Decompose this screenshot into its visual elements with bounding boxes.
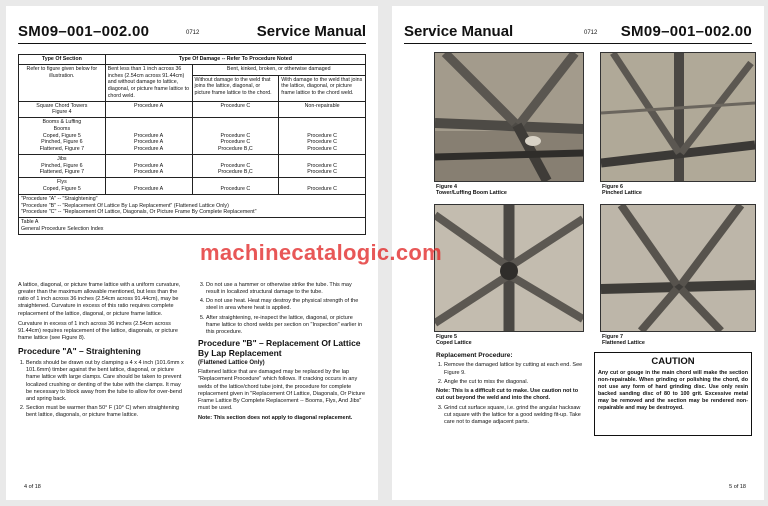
table-cell: Procedure C xyxy=(192,101,279,118)
table-row xyxy=(19,101,366,118)
lattice-photo-icon xyxy=(435,53,583,181)
figure-4-photo xyxy=(434,52,584,182)
table-cell: Procedure A xyxy=(105,101,192,118)
table-cell: Procedure A Procedure A xyxy=(105,154,192,177)
list-item: 1. Remove the damaged lattice by cutting at each end. See Figure 9. xyxy=(444,362,586,376)
table-cell: Procedure C xyxy=(279,178,366,195)
table-cell: Procedure C Procedure C Procedure C xyxy=(279,118,366,155)
procedure-b-heading: Procedure "B" – Replacement Of Lattice By Lap Replacement xyxy=(198,337,361,358)
table-cell: Procedure C Procedure C xyxy=(279,154,366,177)
doc-number: SM09–001–002.00 xyxy=(18,23,150,40)
table-cell: Procedure C Procedure B,C xyxy=(192,154,279,177)
table-cell: Procedure C xyxy=(192,178,279,195)
figure-6-photo xyxy=(600,52,756,182)
table-cell: Jibs Pinched, Figure 6 Flattened, Figure 7 xyxy=(19,154,106,177)
lattice-photo-icon xyxy=(601,53,755,181)
table-cell: Procedure A Procedure A Procedure A xyxy=(105,118,192,155)
list-item: 3. Do not use a hammer or otherwise strike the tube. This may result in localized structural damage to the tube. xyxy=(206,282,366,296)
figure-5-caption xyxy=(436,334,472,347)
figure-5-title: Coped Lattice xyxy=(436,340,472,347)
intro-label: Refer to figure given below for illustration. xyxy=(19,64,106,101)
list-item: 1. Bends should be drawn out by clamping a 4 x 4 inch (101.6mm x 101.6mm) timber against the bent lattice, diagonal, or picture frame lattice with large clamps. Care should be taken to prevent localized crushing or denting of the tube with the clamps. It may be necessary to block away from the tube to allow for over-bend and spring back. xyxy=(26,360,186,403)
diagonal-note: Note: This section does not apply to diagonal replacement. xyxy=(198,415,353,422)
lattice-photo-icon xyxy=(601,205,755,331)
figure-7-photo xyxy=(600,204,756,332)
procedure-b-subheading: (Flattened Lattice Only) xyxy=(198,359,265,366)
revision-code: 0712 xyxy=(584,30,598,36)
list-item: 4. Do not use heat. Heat may destroy the physical strength of the steel in area where heat is applied. xyxy=(206,298,366,312)
page-header xyxy=(18,20,366,44)
col-header-damage: Type Of Damage -- Refer To Procedure Noted xyxy=(105,55,365,65)
list-item: 3. Grind cut surface square, i.e. grind the angular hacksaw cut square with the lattice for a good welding fit-up. Take care not to damage adjacent parts. xyxy=(444,405,586,426)
figure-7-title: Flattened Lattice xyxy=(602,340,645,347)
caution-box xyxy=(594,352,752,436)
procedure-legend: "Procedure "A" -- "Straightening" "Procedure "B" -- "Replacement Of Lattice By Lap Replacement" (Flattened Lattice Only) "Procedure "C" -- "Replacement Of Lattice, Diagonals, Or Picture Frame By Complete Replacement" xyxy=(19,194,366,217)
table-caption xyxy=(19,218,366,235)
figure-7-caption xyxy=(602,334,645,347)
replacement-note: Note: This is a difficult cut to make. Use caution not to cut out beyond the weld and into the chord. xyxy=(436,387,579,401)
caution-title: CAUTION xyxy=(651,356,695,367)
replacement-heading: Replacement Procedure: xyxy=(436,352,513,359)
table-cell: Non-repairable xyxy=(279,101,366,118)
damage-a-header: Bent less than 1 inch across 36 inches (2.54cm across 91.44cm) and without damage to lattice, diagonal, or picture frame lattice to chord weld. xyxy=(105,64,192,101)
page-number: 4 of 18 xyxy=(24,484,41,490)
figure-6-title: Pinched Lattice xyxy=(602,190,642,197)
table-cell: Booms & Luffing Booms Coped, Figure 5 Pinched, Figure 6 Flattened, Figure 7 xyxy=(19,118,106,155)
damage-b-header: Bent, kinked, broken, or otherwise damaged xyxy=(192,64,366,75)
figure-5-id: Figure 5 xyxy=(436,334,457,340)
lattice-photo-icon xyxy=(435,205,583,331)
table-row xyxy=(19,154,366,177)
table-caption-title: General Procedure Selection Index xyxy=(21,225,104,232)
col-header-section: Type Of Section xyxy=(19,55,106,65)
watermark: machinecatalogic.com xyxy=(200,240,442,265)
excess-curvature-paragraph: Curvature in excess of 1 inch across 36 inches (2.54cm across 91.44cm) requires replacement of the lattice, diagonals, or picture frame lattice (see Figure 8). xyxy=(18,320,178,341)
figure-7-id: Figure 7 xyxy=(602,334,623,340)
figure-4-title: Tower/Luffing Boom Lattice xyxy=(436,190,507,197)
list-item: 2. Section must be warmer than 50° F (10° C) when straightening bent lattice, diagonals, or picture frame lattice. xyxy=(26,405,186,419)
replacement-procedure xyxy=(436,352,586,429)
figure-4-caption xyxy=(436,184,507,197)
list-item: 5. After straightening, re-inspect the lattice, diagonal, or picture frame lattice to chord welds per section on "Inspection" earlier in this procedure. xyxy=(206,315,366,336)
table-cell: Flys Coped, Figure 5 xyxy=(19,178,106,195)
figure-4-id: Figure 4 xyxy=(436,184,457,190)
page-header xyxy=(404,20,752,44)
doc-number: SM09–001–002.00 xyxy=(620,23,752,40)
right-column xyxy=(198,282,366,425)
table-cell: Procedure C Procedure C Procedure B,C xyxy=(192,118,279,155)
left-column xyxy=(18,282,186,421)
lap-replacement-paragraph: Flattened lattice that are damaged may be replaced by the lap "Replacement Procedure" which follows. If cracking occurs in any welds of the lattice/chord tube joint, the procedure for complete replacement given in "Replacement Of Lattice, Diagonals, Or Picture Frame Lattice By Complete Replacement -- Booms, Flys, And Jibs" must be used. xyxy=(198,369,366,412)
caution-body: Any cut or gouge in the main chord will make the section non-repairable. When grinding or polishing the chord, do not use any form of hard grinding disc. Use only resin backed sanding disc of 80 to 100 grit. Excessive metal may be removed and the section may be rendered non-repairable and may be destroyed. xyxy=(598,370,748,412)
figure-6-caption xyxy=(602,184,642,197)
table-row xyxy=(19,178,366,195)
page-title: Service Manual xyxy=(404,23,514,40)
table-cell: Square Chord Towers Figure 4 xyxy=(19,101,106,118)
damage-b2-header: With damage to the weld that joins the lattice, diagonal, or picture frame lattice to the chord weld. xyxy=(279,75,366,101)
table-caption-id: Table A xyxy=(21,219,39,226)
damage-b1-header: Without damage to the weld that joins the lattice, diagonal, or picture frame lattice to the chord. xyxy=(192,75,279,101)
figure-6-id: Figure 6 xyxy=(602,184,623,190)
right-page xyxy=(392,6,764,500)
table-cell: Procedure A xyxy=(105,178,192,195)
figure-5-photo xyxy=(434,204,584,332)
table-row xyxy=(19,118,366,155)
list-item: 2. Angle the cut to miss the diagonal. xyxy=(444,379,586,386)
page-title: Service Manual xyxy=(256,23,366,40)
procedure-a-heading: Procedure "A" – Straightening xyxy=(18,346,141,357)
curvature-paragraph: A lattice, diagonal, or picture frame lattice with a uniform curvature, greater than the maximum allowable mentioned, but less than the ratio of 1 inch across 36 inches (2.54cm across 91.44cm), may be straightened. Curvature in excess of this ratio requires complete replacement of the lattice, diagonal, or picture frame lattice. xyxy=(18,282,181,317)
revision-code: 0712 xyxy=(186,30,200,36)
page-number: 5 of 18 xyxy=(729,484,746,490)
procedure-selection-table xyxy=(18,54,366,235)
